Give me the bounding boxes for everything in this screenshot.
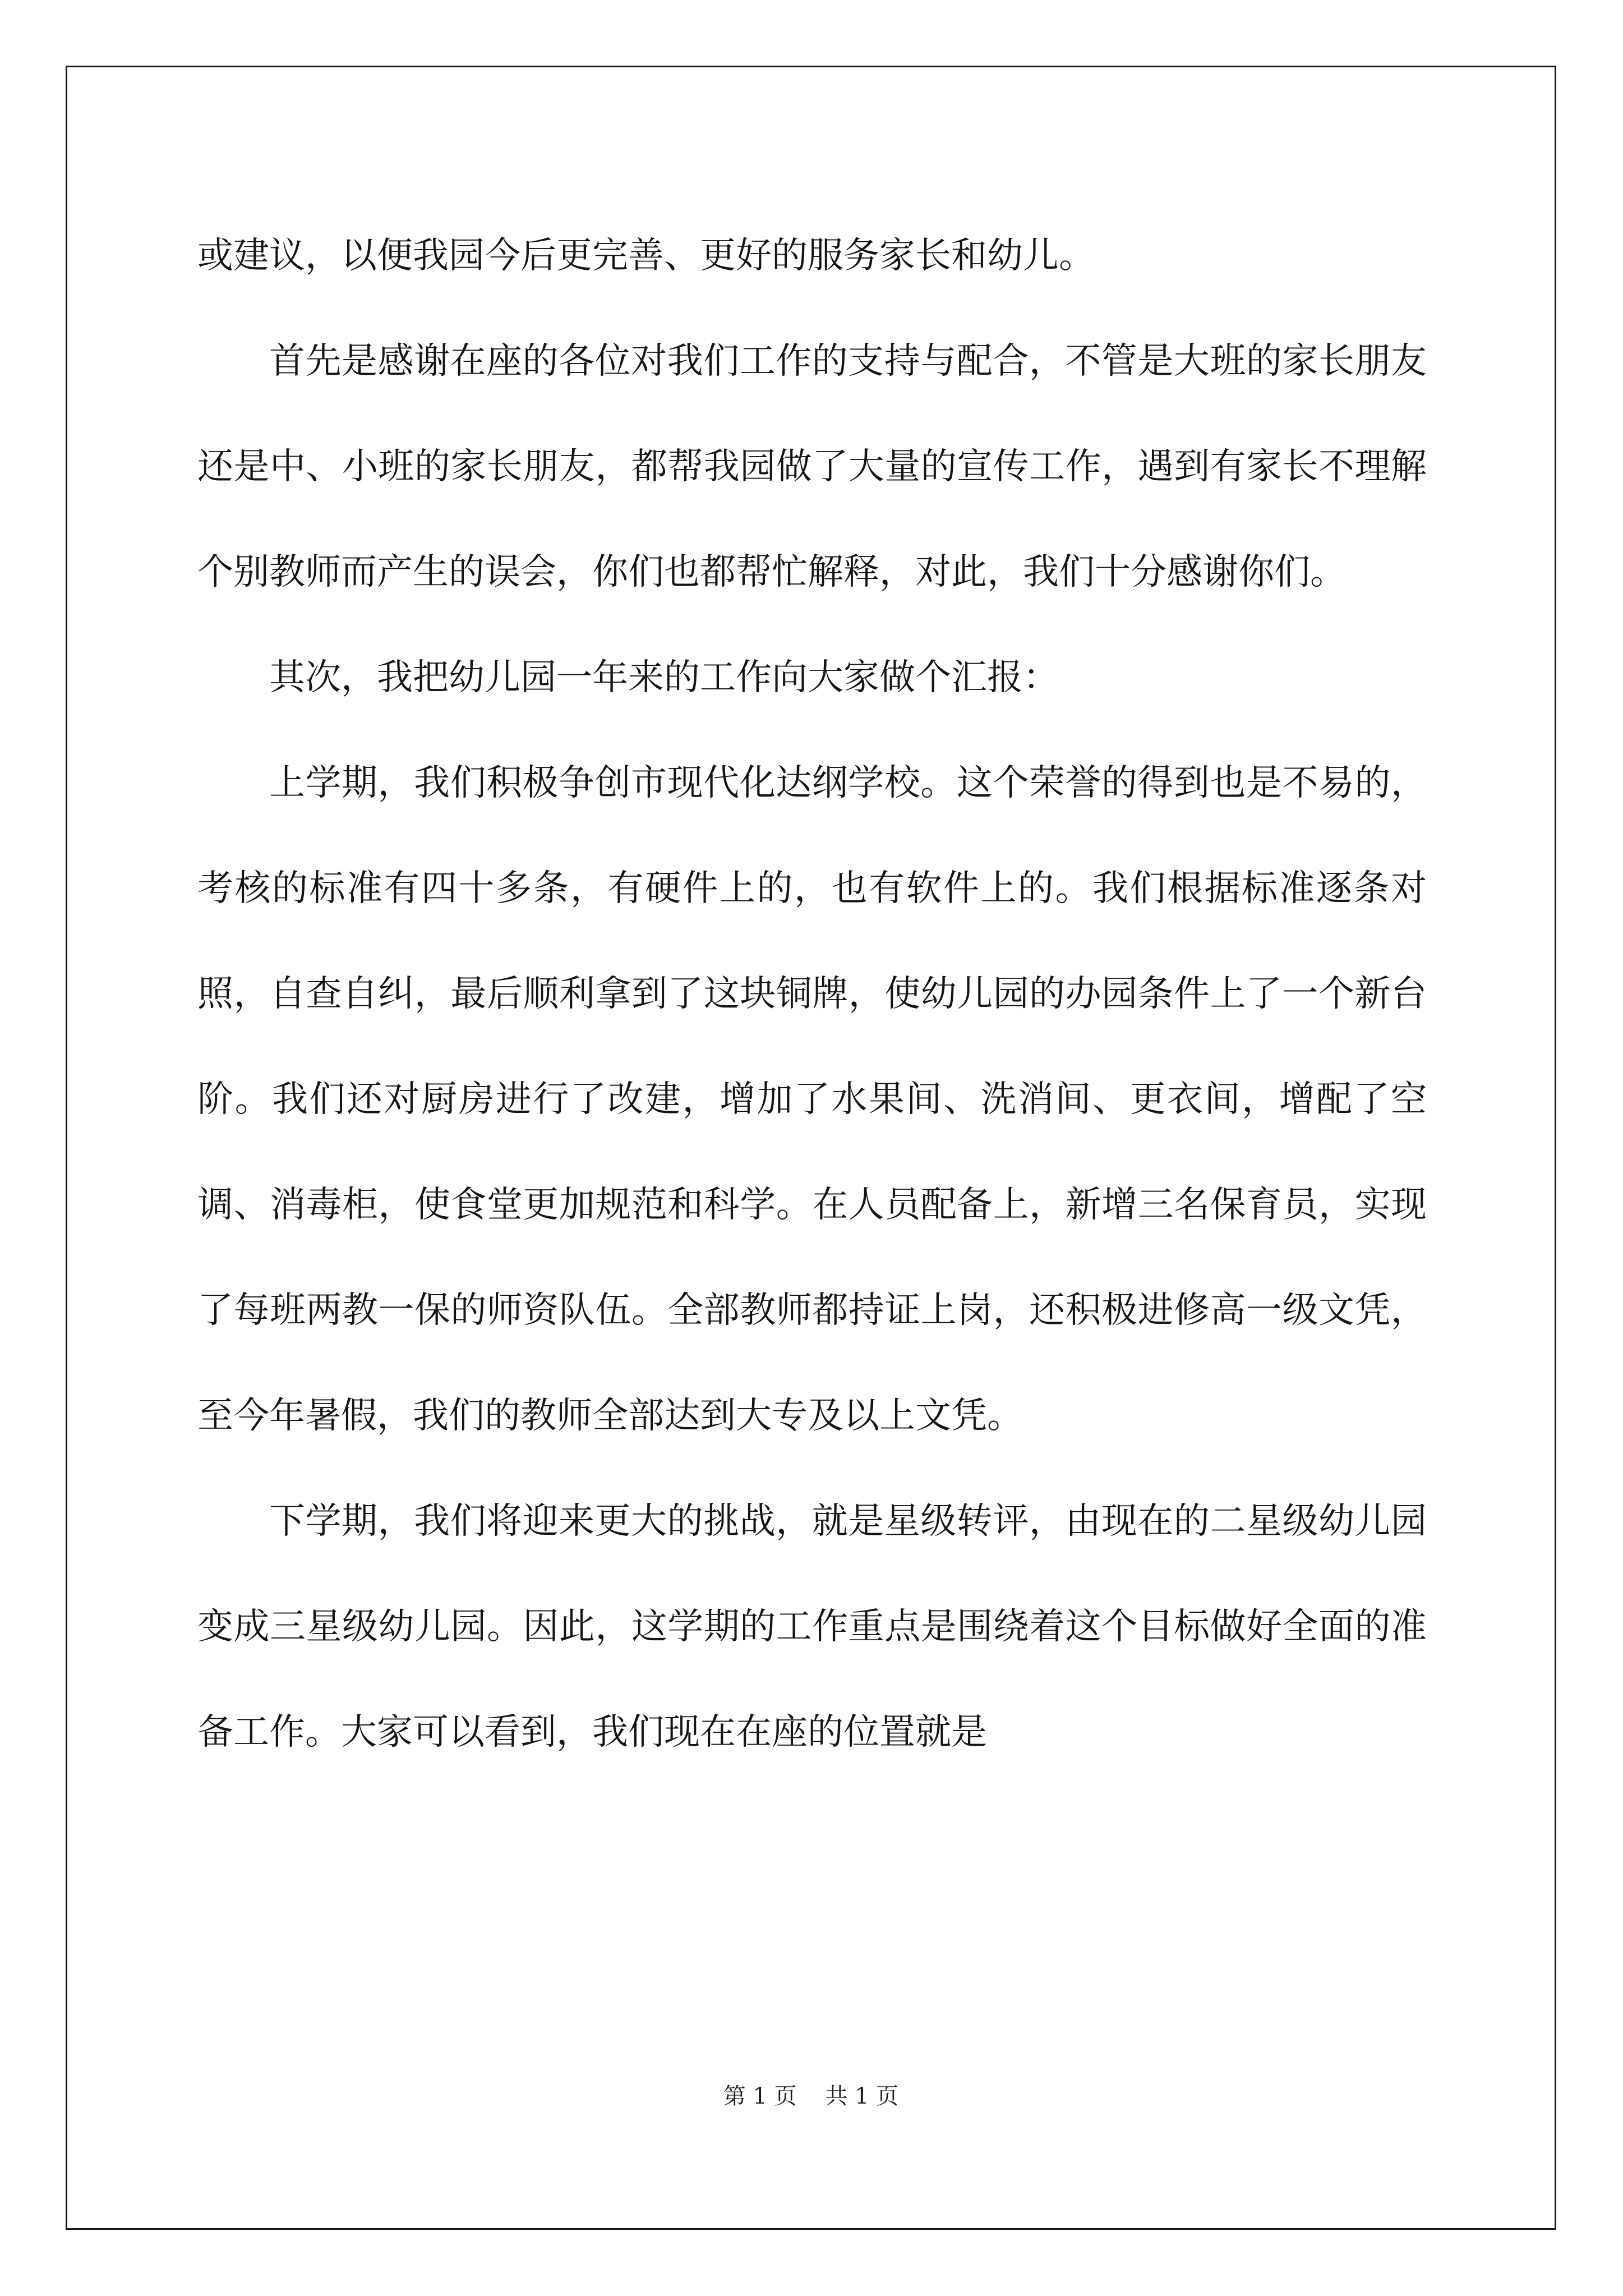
document-body <box>197 203 1427 1785</box>
paragraph: 其次，我把幼儿园一年来的工作向大家做个汇报： <box>269 657 1059 698</box>
paragraph: 上学期，我们积极争创市现代化达纲学校。这个荣誉的得到也是不易的，考核的标准有四十多条，有硬件上的，也有软件上的。我们根据标准逐条对照，自查自纠，最后顺利拿到了这块铜牌，使幼儿园的办园条件上了一个新台阶。我们还对厨房进行了改建，增加了水果间、洗消间、更衣间，增配了空调、消毒柜，使食堂更加规范和科学。在人员配备上，新增三名保育员，实现了每班两教一保的师资队伍。全部教师都持证上岗，还积极进修高一级文凭，至今年暑假，我们的教师全部达到大专及以上文凭。 <box>197 762 1427 1437</box>
page-number-footer: 第 1 页 共 1 页 <box>723 2083 899 2109</box>
paragraph: 下学期，我们将迎来更大的挑战，就是星级转评，由现在的二星级幼儿园变成三星级幼儿园。因此，这学期的工作重点是围绕着这个目标做好全面的准备工作。大家可以看到，我们现在在座的位置就是 <box>197 1501 1427 1753</box>
paragraph: 首先是感谢在座的各位对我们工作的支持与配合，不管是大班的家长朋友还是中、小班的家长朋友，都帮我园做了大量的宣传工作，遇到有家长不理解个别教师而产生的误会，你们也都帮忙解释，对此，我们十分感谢你们。 <box>197 341 1427 593</box>
paragraph: 或建议，以便我园今后更完善、更好的服务家长和幼儿。 <box>197 235 1095 277</box>
